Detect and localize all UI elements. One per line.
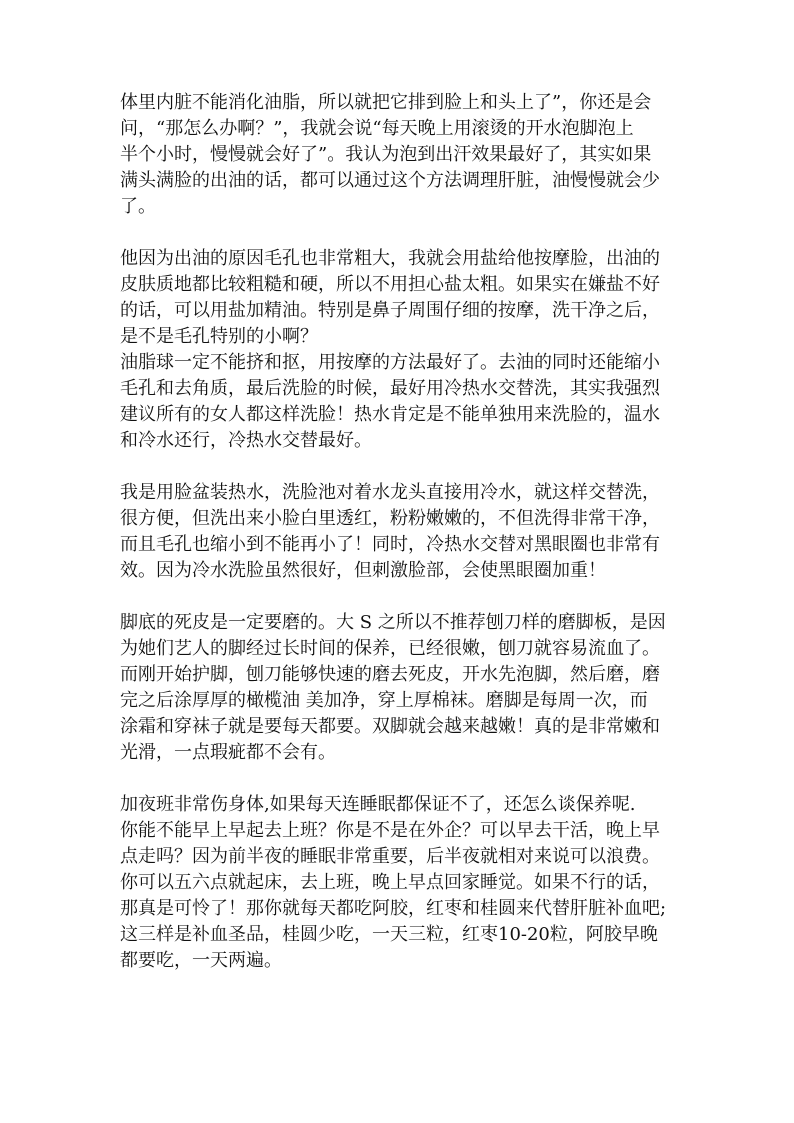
paragraph-4	[120, 610, 680, 766]
text-line: 油脂球一定不能挤和抠，用按摩的方法最好了。去油的同时还能缩小	[120, 352, 660, 373]
text-line: 涂霜和穿袜子就是要每天都要。双脚就会越来越嫩！真的是非常嫩和	[120, 716, 660, 737]
text-line: 而刚开始护脚，刨刀能够快速的磨去死皮，开水先泡脚，然后磨，磨	[120, 664, 660, 685]
text-line: 为她们艺人的脚经过长时间的保养，已经很嫩，刨刀就容易流血了。	[120, 638, 660, 659]
paragraph-gap	[120, 766, 680, 792]
text-line: 半个小时，慢慢就会好了”。我认为泡到出汗效果最好了，其实如果	[120, 144, 652, 165]
text-line: 你可以五六点就起床，去上班，晚上早点回家睡觉。如果不行的话，	[120, 872, 660, 893]
text-line: 而且毛孔也缩小到不能再小了！同时，冷热水交替对黑眼圈也非常有	[120, 534, 660, 555]
text-line: 体里内脏不能消化油脂，所以就把它排到脸上和头上了”，你还是会	[120, 92, 652, 113]
paragraph-gap	[120, 584, 680, 610]
paragraph-3	[120, 480, 680, 584]
text-line: 很方便，但洗出来小脸白里透红，粉粉嫩嫩的，不但洗得非常干净，	[120, 508, 660, 529]
paragraph-2	[120, 246, 680, 454]
text-line: 的话，可以用盐加精油。特别是鼻子周围仔细的按摩，洗干净之后，	[120, 300, 660, 321]
body-text	[120, 90, 680, 974]
text-line: 是不是毛孔特别的小啊？	[120, 326, 318, 347]
paragraph-5	[120, 792, 680, 974]
text-line: 和冷水还行，冷热水交替最好。	[120, 430, 372, 451]
text-line: 我是用脸盆装热水，洗脸池对着水龙头直接用冷水，就这样交替洗，	[120, 482, 660, 503]
text-line: 问，“那怎么办啊？”，我就会说“每天晚上用滚烫的开水泡脚泡上	[120, 118, 634, 139]
text-line: 他因为出油的原因毛孔也非常粗大，我就会用盐给他按摩脸，出油的	[120, 248, 660, 269]
text-line: 建议所有的女人都这样洗脸！热水肯定是不能单独用来洗脸的，温水	[120, 404, 660, 425]
text-line: 效。因为冷水洗脸虽然很好，但刺激脸部，会使黑眼圈加重！	[120, 560, 606, 581]
text-line: 点走吗？因为前半夜的睡眠非常重要，后半夜就相对来说可以浪费。	[120, 846, 660, 867]
text-line: 毛孔和去角质，最后洗脸的时候，最好用冷热水交替洗，其实我强烈	[120, 378, 660, 399]
text-line: 皮肤质地都比较粗糙和硬，所以不用担心盐太粗。如果实在嫌盐不好	[120, 274, 660, 295]
text-line: 那真是可怜了！那你就每天都吃阿胶，红枣和桂圆来代替肝脏补血吧;	[120, 898, 667, 919]
text-line: 完之后涂厚厚的橄榄油 美加净，穿上厚棉袜。磨脚是每周一次，而	[120, 690, 648, 711]
paragraph-gap	[120, 454, 680, 480]
text-line: 了。	[120, 196, 156, 217]
text-line: 这三样是补血圣品，桂圆少吃，一天三粒，红枣10-20粒，阿胶早晚	[120, 924, 658, 945]
text-line: 光滑，一点瑕疵都不会有。	[120, 742, 336, 763]
text-line: 你能不能早上早起去上班？你是不是在外企？可以早去干活，晚上早	[120, 820, 660, 841]
text-line: 加夜班非常伤身体,如果每天连睡眠都保证不了，还怎么谈保养呢.	[120, 794, 636, 815]
paragraph-1	[120, 90, 680, 220]
paragraph-gap	[120, 220, 680, 246]
text-line: 满头满脸的出油的话，都可以通过这个方法调理肝脏，油慢慢就会少	[120, 170, 660, 191]
text-line: 脚底的死皮是一定要磨的。大 S 之所以不推荐刨刀样的磨脚板，是因	[120, 612, 666, 633]
text-line: 都要吃，一天两遍。	[120, 950, 282, 971]
